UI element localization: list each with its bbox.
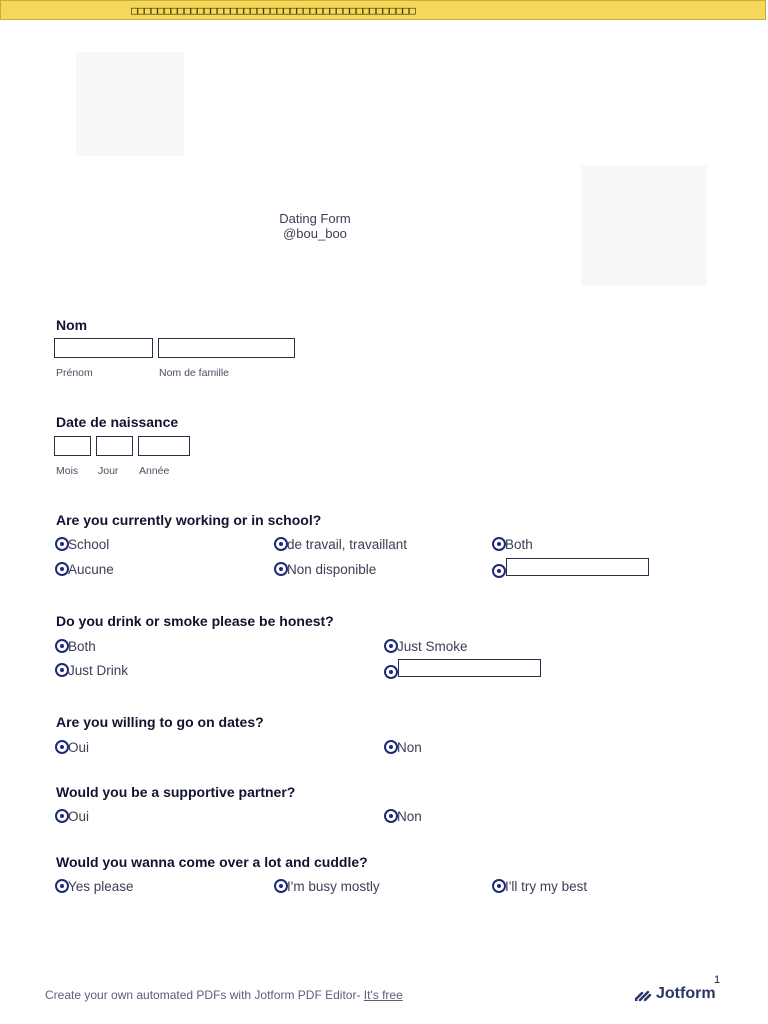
option-label: I'll try my best [505, 878, 588, 894]
option-label: School [68, 536, 110, 552]
radio-icon [55, 740, 69, 754]
work-option-both[interactable] [492, 536, 533, 552]
dob-month-sublabel: Mois [56, 465, 79, 477]
dob-day-input[interactable] [96, 436, 133, 456]
radio-icon [492, 537, 506, 551]
cuddle-question-label: Would you wanna come over a lot and cuddle? [56, 854, 368, 870]
drink-question-label: Do you drink or smoke please be honest? [56, 613, 334, 629]
form-header [215, 211, 415, 241]
support-question-label: Would you be a supportive partner? [56, 784, 296, 800]
option-label: Just Drink [68, 662, 129, 678]
footer-text: Create your own automated PDFs with Jotform PDF Editor- [45, 988, 361, 1002]
support-option-yes[interactable] [55, 808, 89, 824]
faded-image-right [581, 166, 707, 286]
cuddle-option-busy[interactable] [274, 878, 380, 894]
work-other-input[interactable] [506, 558, 649, 576]
radio-icon [274, 562, 288, 576]
drink-other-input[interactable] [398, 659, 541, 677]
cuddle-option-try[interactable] [492, 878, 587, 894]
form-subtitle: @bou_boo [283, 226, 347, 241]
drink-option-both[interactable] [55, 638, 96, 654]
page-number: 1 [714, 974, 721, 986]
option-label: Non [397, 808, 422, 824]
jotform-logo-icon [634, 986, 652, 1002]
dates-question-label: Are you willing to go on dates? [56, 714, 264, 730]
notice-banner [0, 0, 766, 20]
name-label: Nom [56, 317, 88, 333]
first-name-sublabel: Prénom [56, 367, 93, 379]
radio-icon [55, 663, 69, 677]
footer-promo [45, 988, 403, 1002]
option-label: Both [68, 638, 96, 654]
cuddle-option-yes[interactable] [55, 878, 134, 894]
last-name-sublabel: Nom de famille [159, 367, 230, 379]
first-name-input[interactable] [54, 338, 153, 358]
support-option-no[interactable] [384, 808, 422, 824]
option-label: de travail, travaillant [287, 536, 408, 552]
radio-icon [55, 809, 69, 823]
radio-icon [55, 537, 69, 551]
brand-name: Jotform [656, 985, 716, 1002]
option-label: I'm busy mostly [287, 878, 380, 894]
work-option-none[interactable] [55, 561, 114, 577]
option-label: Oui [68, 808, 90, 824]
dob-month-input[interactable] [54, 436, 91, 456]
drink-option-other[interactable] [384, 658, 541, 678]
radio-icon [492, 879, 506, 893]
work-question-label: Are you currently working or in school? [56, 512, 322, 528]
banner-text: □□□□□□□□□□□□□□□□□□□□□□□□□□□□□□□□□□□□□□□□□□□ [131, 4, 416, 17]
option-label: Aucune [68, 561, 114, 577]
radio-icon [274, 537, 288, 551]
drink-option-just-smoke[interactable] [384, 638, 468, 654]
option-label: Non [397, 739, 422, 755]
option-label: Oui [68, 739, 90, 755]
option-label: Non disponible [287, 561, 377, 577]
work-option-other[interactable] [492, 557, 649, 577]
dob-label: Date de naissance [56, 414, 179, 430]
option-label: Yes please [68, 878, 134, 894]
dob-day-sublabel: Jour [98, 465, 119, 477]
radio-icon [384, 740, 398, 754]
option-label: Just Smoke [397, 638, 468, 654]
radio-icon [274, 879, 288, 893]
radio-icon [492, 564, 506, 578]
work-option-school[interactable] [55, 536, 109, 552]
option-label: Both [505, 536, 533, 552]
radio-icon [384, 665, 398, 679]
radio-icon [384, 809, 398, 823]
faded-image-left [76, 52, 184, 156]
jotform-brand[interactable] [634, 985, 716, 1003]
dates-option-no[interactable] [384, 739, 422, 755]
radio-icon [384, 639, 398, 653]
dates-option-yes[interactable] [55, 739, 89, 755]
last-name-input[interactable] [158, 338, 295, 358]
dob-year-sublabel: Année [139, 465, 170, 477]
work-option-working[interactable] [274, 536, 407, 552]
footer-link[interactable]: It's free [363, 988, 403, 1002]
radio-icon [55, 562, 69, 576]
dob-year-input[interactable] [138, 436, 190, 456]
form-title: Dating Form [279, 211, 351, 226]
drink-option-just-drink[interactable] [55, 662, 128, 678]
radio-icon [55, 879, 69, 893]
work-option-unavailable[interactable] [274, 561, 376, 577]
radio-icon [55, 639, 69, 653]
